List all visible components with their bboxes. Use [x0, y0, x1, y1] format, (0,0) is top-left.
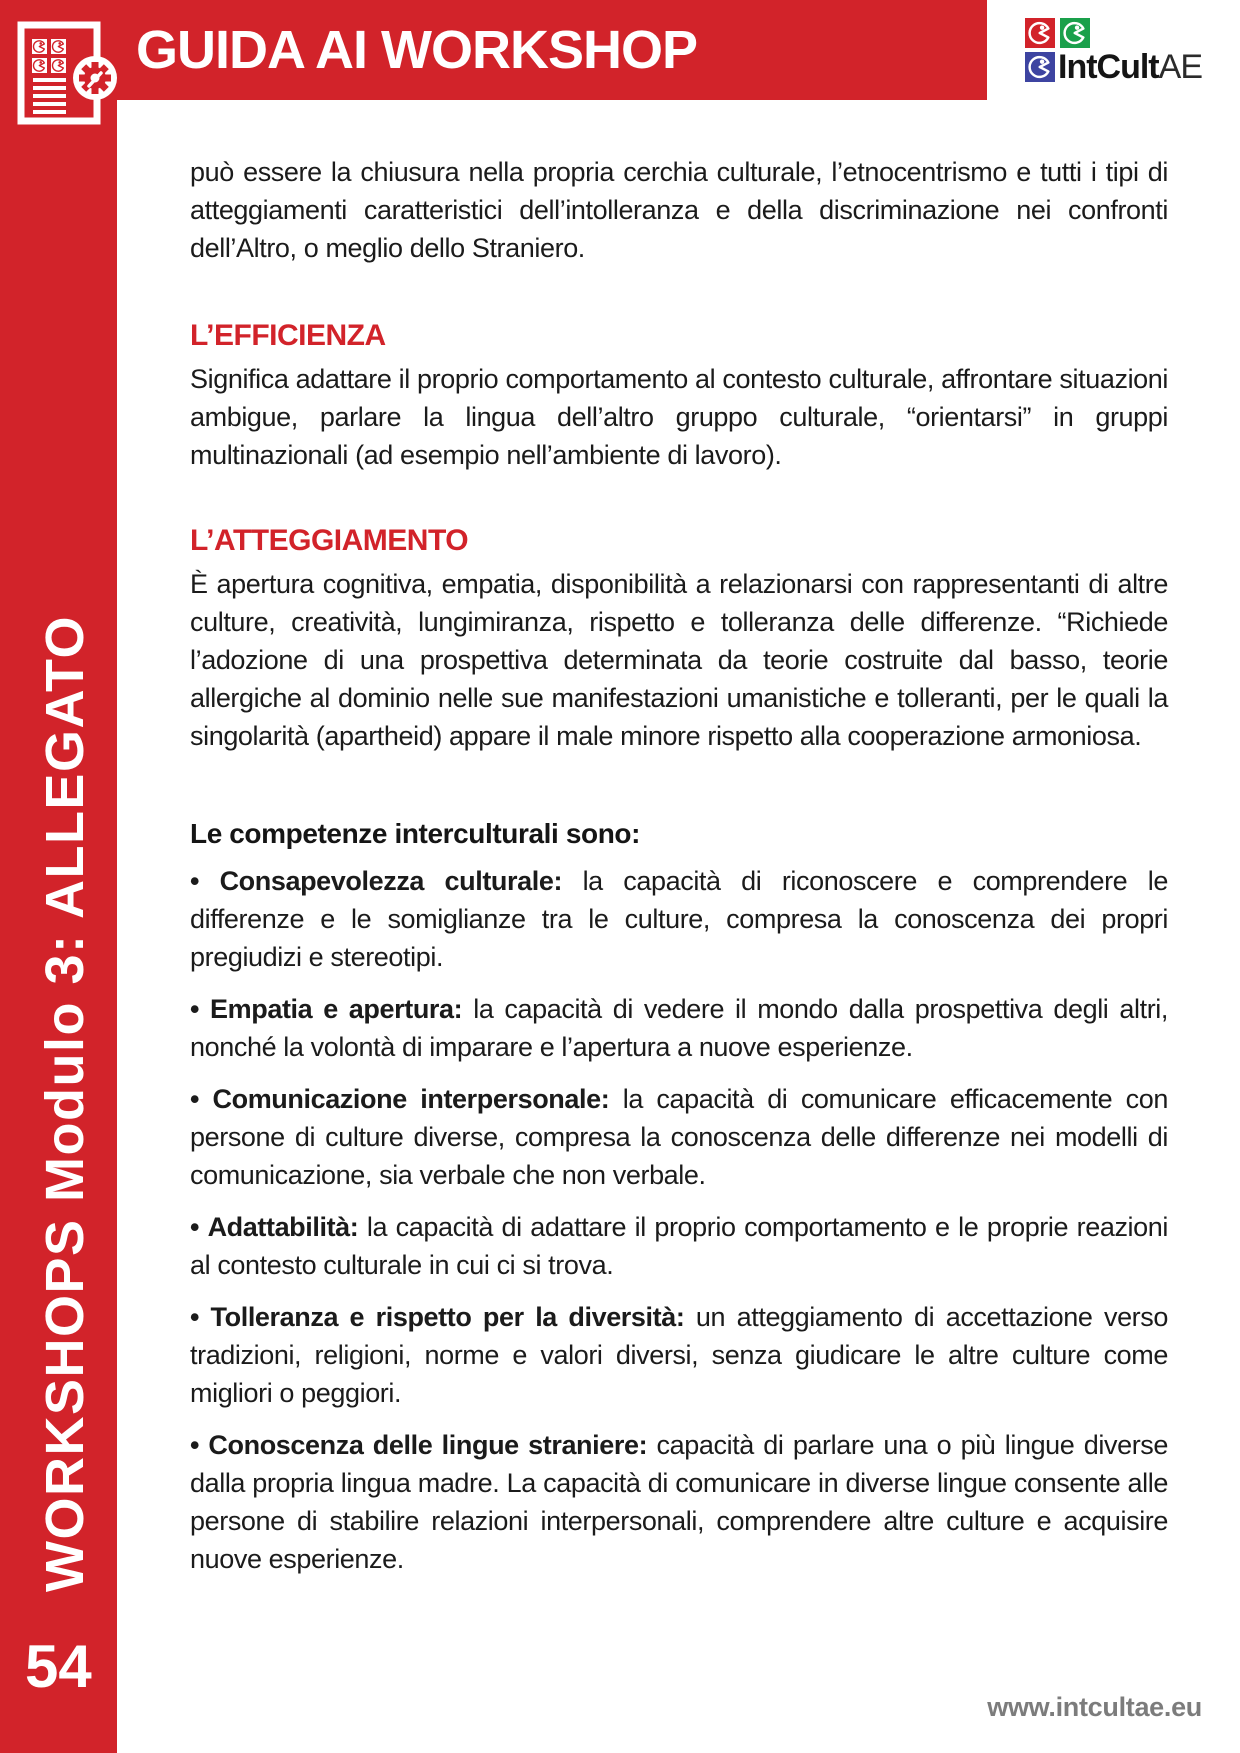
bullet-text: un atteggiamento di accettazione verso tradizioni, religioni, norme e valori diversi, senza giudicare le altre culture come migliori o peggiori.: [190, 1302, 1168, 1408]
bullet-icon: •: [190, 994, 200, 1024]
bullet-icon: •: [190, 1430, 200, 1460]
bullet-icon: •: [190, 1212, 200, 1242]
gear-icon: [73, 56, 117, 100]
logo-face-green-icon: [1060, 18, 1090, 48]
bullet-term: Consapevolezza culturale:: [219, 866, 563, 896]
bullet-text: la capacità di adattare il proprio comportamento e le proprie reazioni al contesto culturale in cui ci si trova.: [190, 1212, 1168, 1280]
logo-face-blue-icon: [1025, 52, 1055, 82]
competencies-list: [190, 862, 1168, 1578]
list-item-tolleranza: [190, 1298, 1168, 1412]
logo-text-intcult: IntCult: [1058, 48, 1159, 86]
sidebar-vertical-label: WORKSHOPS Modulo 3: ALLEGATO: [35, 615, 95, 1592]
bullet-text: la capacità di vedere il mondo dalla prospettiva degli altri, nonché la volontà di imparare e l’apertura a nuove esperienze.: [190, 994, 1168, 1062]
intcultae-logo: [1025, 18, 1225, 86]
header-banner: [0, 0, 987, 100]
competencies-list-heading: Le competenze interculturali sono:: [190, 818, 641, 849]
logo-face-red-icon: [1025, 18, 1055, 48]
bullet-term: Conoscenza delle lingue straniere:: [208, 1430, 648, 1460]
section-body-atteggiamento: È apertura cognitiva, empatia, disponibilità a relazionarsi con rappresentanti di altre culture, creatività, lungimiranza, rispetto e tolleranza delle differenze. “Richiede l’adozione di una prospettiva determinata da teorie costruite dal basso, teorie allergiche al dominio nelle sue manifestazioni umanistiche e tolleranti, per le quali la singolarità (apartheid) appare il male minore rispetto alla cooperazione armoniosa.: [190, 569, 1168, 751]
logo-text-ae: AE: [1158, 48, 1202, 86]
page-title: GUIDA AI WORKSHOP: [136, 20, 697, 80]
list-item-empatia: [190, 990, 1168, 1066]
bullet-text: capacità di parlare una o più lingue diverse dalla propria lingua madre. La capacità di comunicare in diverse lingue consente alle persone di stabilire relazioni interpersonali, comprendere altre culture e acquisire nuove esperienze.: [190, 1430, 1168, 1574]
main-content: [190, 153, 1168, 1578]
page-number: 54: [25, 1633, 92, 1700]
list-item-adattabilita: [190, 1208, 1168, 1284]
bullet-term: Empatia e apertura:: [210, 994, 463, 1024]
section-heading-efficienza: L’EFFICIENZA: [190, 319, 386, 352]
bullet-icon: •: [190, 1084, 200, 1114]
bullet-term: Comunicazione interpersonale:: [212, 1084, 610, 1114]
list-item-consapevolezza: [190, 862, 1168, 976]
bullet-text: la capacità di comunicare efficacemente con persone di culture diverse, compresa la conoscenza delle differenze nei modelli di comunicazione, sia verbale che non verbale.: [190, 1084, 1168, 1190]
section-heading-atteggiamento: L’ATTEGGIAMENTO: [190, 524, 469, 557]
bullet-icon: •: [190, 866, 200, 896]
bullet-term: Tolleranza e rispetto per la diversità:: [210, 1302, 685, 1332]
logo-wordmark: [1058, 48, 1202, 86]
list-item-comunicazione: [190, 1080, 1168, 1194]
bullet-text: la capacità di riconoscere e comprendere le differenze e le somiglianze tra le culture, compresa la conoscenza dei propri pregiudizi e stereotipi.: [190, 866, 1168, 972]
bullet-term: Adattabilità:: [207, 1212, 359, 1242]
section-body-efficienza: Significa adattare il proprio comportamento al contesto culturale, affrontare situazioni ambigue, parlare la lingua dell’altro gruppo culturale, “orientarsi” in gruppi multinazionali (ad esempio nell’ambiente di lavoro).: [190, 364, 1168, 470]
workshop-document-icon: [16, 20, 118, 126]
bullet-icon: •: [190, 1302, 200, 1332]
footer-url-link[interactable]: www.intcultae.eu: [987, 1692, 1202, 1722]
list-item-lingue: [190, 1426, 1168, 1578]
intro-paragraph: può essere la chiusura nella propria cerchia culturale, l’etnocentrismo e tutti i tipi di atteggiamenti caratteristici dell’intolleranza e della discriminazione nei confronti dell’Altro, o meglio dello Straniero.: [190, 157, 1168, 263]
sidebar: [0, 0, 117, 1753]
